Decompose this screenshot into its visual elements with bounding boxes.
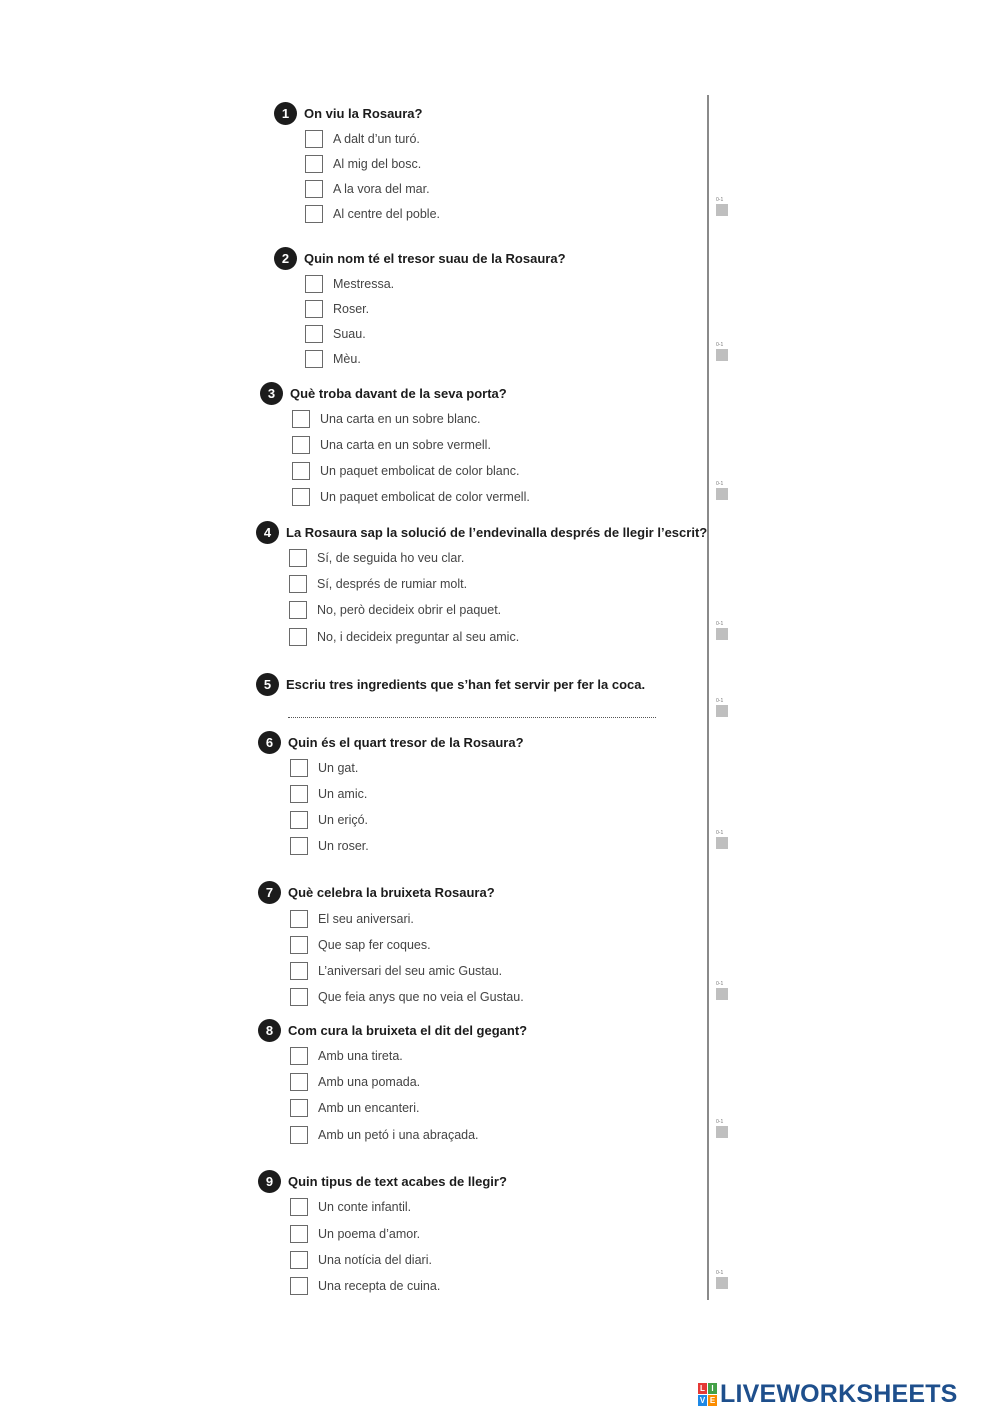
question-number-badge: 1 — [274, 102, 297, 125]
answer-option[interactable] — [290, 1277, 440, 1295]
answer-checkbox[interactable] — [305, 300, 323, 318]
question-text: Què troba davant de la seva porta? — [290, 386, 507, 401]
answer-checkbox[interactable] — [292, 462, 310, 480]
question-number-badge: 7 — [258, 881, 281, 904]
answer-checkbox[interactable] — [290, 811, 308, 829]
answer-option[interactable] — [305, 130, 420, 148]
answer-label: Un eriçó. — [318, 813, 369, 827]
score-square[interactable] — [716, 1126, 728, 1138]
answer-option[interactable] — [290, 811, 368, 829]
answer-option[interactable] — [292, 410, 481, 428]
score-box[interactable] — [716, 197, 728, 216]
answer-option[interactable] — [289, 628, 519, 646]
answer-label: Una notícia del diari. — [318, 1253, 432, 1267]
answer-option[interactable] — [305, 350, 361, 368]
answer-option[interactable] — [290, 1073, 420, 1091]
answer-checkbox[interactable] — [289, 628, 307, 646]
answer-checkbox[interactable] — [290, 988, 308, 1006]
score-square[interactable] — [716, 204, 728, 216]
answer-option[interactable] — [290, 1225, 420, 1243]
answer-option[interactable] — [289, 549, 464, 567]
answer-checkbox[interactable] — [290, 1047, 308, 1065]
answer-label: Al centre del poble. — [333, 207, 441, 221]
score-label: 0-1 — [716, 621, 724, 627]
answer-checkbox[interactable] — [290, 1277, 308, 1295]
answer-label: Amb una tireta. — [318, 1049, 403, 1063]
answer-checkbox[interactable] — [305, 155, 323, 173]
answer-option[interactable] — [305, 180, 430, 198]
answer-label: L’aniversari del seu amic Gustau. — [318, 964, 503, 978]
score-label: 0-1 — [716, 197, 724, 203]
score-box[interactable] — [716, 698, 728, 717]
answer-label: No, i decideix preguntar al seu amic. — [317, 630, 520, 644]
answer-option[interactable] — [290, 910, 414, 928]
answer-checkbox[interactable] — [290, 759, 308, 777]
score-square[interactable] — [716, 837, 728, 849]
answer-label: Una carta en un sobre vermell. — [320, 438, 491, 452]
answer-checkbox[interactable] — [290, 1251, 308, 1269]
answer-option[interactable] — [292, 436, 491, 454]
logo-letter: L — [698, 1383, 707, 1394]
answer-label: Al mig del bosc. — [333, 157, 422, 171]
score-box[interactable] — [716, 481, 728, 500]
score-square[interactable] — [716, 988, 728, 1000]
question-5-header — [256, 673, 645, 696]
answer-label: Sí, de seguida ho veu clar. — [317, 551, 465, 565]
answer-checkbox[interactable] — [290, 1099, 308, 1117]
question-9-header — [258, 1170, 507, 1193]
score-square[interactable] — [716, 1277, 728, 1289]
answer-option[interactable] — [290, 1126, 479, 1144]
score-label: 0-1 — [716, 830, 724, 836]
answer-option[interactable] — [290, 785, 367, 803]
answer-checkbox[interactable] — [305, 205, 323, 223]
answer-label: Un roser. — [318, 839, 369, 853]
score-box[interactable] — [716, 342, 728, 361]
answer-option[interactable] — [305, 155, 421, 173]
logo-letter: E — [709, 1396, 716, 1405]
question-text: On viu la Rosaura? — [304, 106, 423, 121]
score-box[interactable] — [716, 1119, 728, 1138]
answer-checkbox[interactable] — [305, 275, 323, 293]
answer-label: Sí, després de rumiar molt. — [317, 577, 468, 591]
answer-label: No, però decideix obrir el paquet. — [317, 603, 502, 617]
answer-label: Mestressa. — [333, 277, 395, 291]
score-box[interactable] — [716, 1270, 728, 1289]
question-number-badge: 9 — [258, 1170, 281, 1193]
liveworksheets-logo[interactable] — [698, 1380, 958, 1409]
question-number-badge: 3 — [260, 382, 283, 405]
answer-checkbox[interactable] — [289, 575, 307, 593]
answer-checkbox[interactable] — [289, 549, 307, 567]
answer-option[interactable] — [289, 601, 501, 619]
brand-name: LIVEWORKSHEETS — [720, 1380, 958, 1408]
answer-option[interactable] — [305, 275, 394, 293]
score-box[interactable] — [716, 830, 728, 849]
answer-label: Amb una pomada. — [318, 1075, 421, 1089]
score-label: 0-1 — [716, 1270, 724, 1276]
answer-option[interactable] — [305, 205, 440, 223]
answer-option[interactable] — [290, 759, 358, 777]
answer-write-line[interactable] — [288, 717, 656, 718]
score-square[interactable] — [716, 628, 728, 640]
question-6-header — [258, 731, 524, 754]
answer-label: Un paquet embolicat de color blanc. — [320, 464, 520, 478]
question-8-header — [258, 1019, 527, 1042]
score-label: 0-1 — [716, 342, 724, 348]
question-number-badge: 6 — [258, 731, 281, 754]
answer-checkbox[interactable] — [290, 1126, 308, 1144]
question-text: Quin nom té el tresor suau de la Rosaura? — [304, 251, 566, 266]
answer-label: Roser. — [333, 302, 370, 316]
answer-label: A dalt d’un turó. — [333, 132, 420, 146]
question-text: Què celebra la bruixeta Rosaura? — [288, 885, 495, 900]
question-1-header — [274, 102, 422, 125]
question-4-header — [256, 521, 707, 544]
answer-option[interactable] — [292, 488, 530, 506]
answer-checkbox[interactable] — [290, 962, 308, 980]
answer-option[interactable] — [290, 1198, 411, 1216]
answer-option[interactable] — [305, 325, 366, 343]
answer-label: Un conte infantil. — [318, 1200, 412, 1214]
answer-option[interactable] — [292, 462, 519, 480]
answer-checkbox[interactable] — [290, 785, 308, 803]
answer-option[interactable] — [290, 1047, 403, 1065]
answer-checkbox[interactable] — [305, 325, 323, 343]
question-number-badge: 4 — [256, 521, 279, 544]
answer-checkbox[interactable] — [289, 601, 307, 619]
question-2-header — [274, 247, 566, 270]
answer-option[interactable] — [305, 300, 369, 318]
answer-checkbox[interactable] — [290, 910, 308, 928]
margin-divider-line — [707, 95, 709, 1300]
question-number-badge: 5 — [256, 673, 279, 696]
answer-label: Amb un encanteri. — [318, 1101, 420, 1115]
answer-option[interactable] — [290, 936, 431, 954]
answer-label: Que sap fer coques. — [318, 938, 431, 952]
answer-checkbox[interactable] — [292, 488, 310, 506]
answer-checkbox[interactable] — [305, 180, 323, 198]
score-square[interactable] — [716, 705, 728, 717]
question-text: Quin tipus de text acabes de llegir? — [288, 1174, 507, 1189]
score-label: 0-1 — [716, 1119, 724, 1125]
answer-checkbox[interactable] — [290, 837, 308, 855]
answer-label: Un poema d’amor. — [318, 1227, 421, 1241]
score-square[interactable] — [716, 488, 728, 500]
score-label: 0-1 — [716, 981, 724, 987]
answer-option[interactable] — [290, 1251, 432, 1269]
answer-checkbox[interactable] — [290, 1073, 308, 1091]
answer-label: Una carta en un sobre blanc. — [320, 412, 481, 426]
answer-label: Un gat. — [318, 761, 359, 775]
answer-label: Una recepta de cuina. — [318, 1279, 441, 1293]
answer-label: Un amic. — [318, 787, 368, 801]
answer-option[interactable] — [290, 1099, 419, 1117]
score-box[interactable] — [716, 981, 728, 1000]
score-box[interactable] — [716, 621, 728, 640]
answer-label: Un paquet embolicat de color vermell. — [320, 490, 530, 504]
score-square[interactable] — [716, 349, 728, 361]
question-text: La Rosaura sap la solució de l’endevinalla després de llegir l’escrit? — [286, 525, 708, 540]
logo-letter: I — [708, 1383, 717, 1394]
answer-checkbox[interactable] — [290, 1225, 308, 1243]
logo-icon — [698, 1383, 717, 1406]
answer-checkbox[interactable] — [290, 936, 308, 954]
answer-label: Mèu. — [333, 352, 361, 366]
answer-label: Amb un petó i una abraçada. — [318, 1128, 479, 1142]
answer-checkbox[interactable] — [292, 436, 310, 454]
answer-label: A la vora del mar. — [333, 182, 430, 196]
answer-checkbox[interactable] — [305, 130, 323, 148]
score-label: 0-1 — [716, 481, 724, 487]
answer-label: Suau. — [333, 327, 366, 341]
question-3-header — [260, 382, 507, 405]
question-7-header — [258, 881, 495, 904]
answer-option[interactable] — [290, 988, 524, 1006]
answer-checkbox[interactable] — [290, 1198, 308, 1216]
question-text: Escriu tres ingredients que s’han fet servir per fer la coca. — [286, 677, 646, 692]
question-text: Com cura la bruixeta el dit del gegant? — [288, 1023, 528, 1038]
answer-option[interactable] — [290, 962, 502, 980]
answer-checkbox[interactable] — [292, 410, 310, 428]
answer-option[interactable] — [289, 575, 467, 593]
logo-letter: V — [699, 1396, 706, 1405]
question-number-badge: 2 — [274, 247, 297, 270]
score-label: 0-1 — [716, 698, 724, 704]
answer-label: Que feia anys que no veia el Gustau. — [318, 990, 524, 1004]
answer-label: El seu aniversari. — [318, 912, 414, 926]
answer-option[interactable] — [290, 837, 369, 855]
answer-checkbox[interactable] — [305, 350, 323, 368]
question-number-badge: 8 — [258, 1019, 281, 1042]
question-text: Quin és el quart tresor de la Rosaura? — [288, 735, 524, 750]
